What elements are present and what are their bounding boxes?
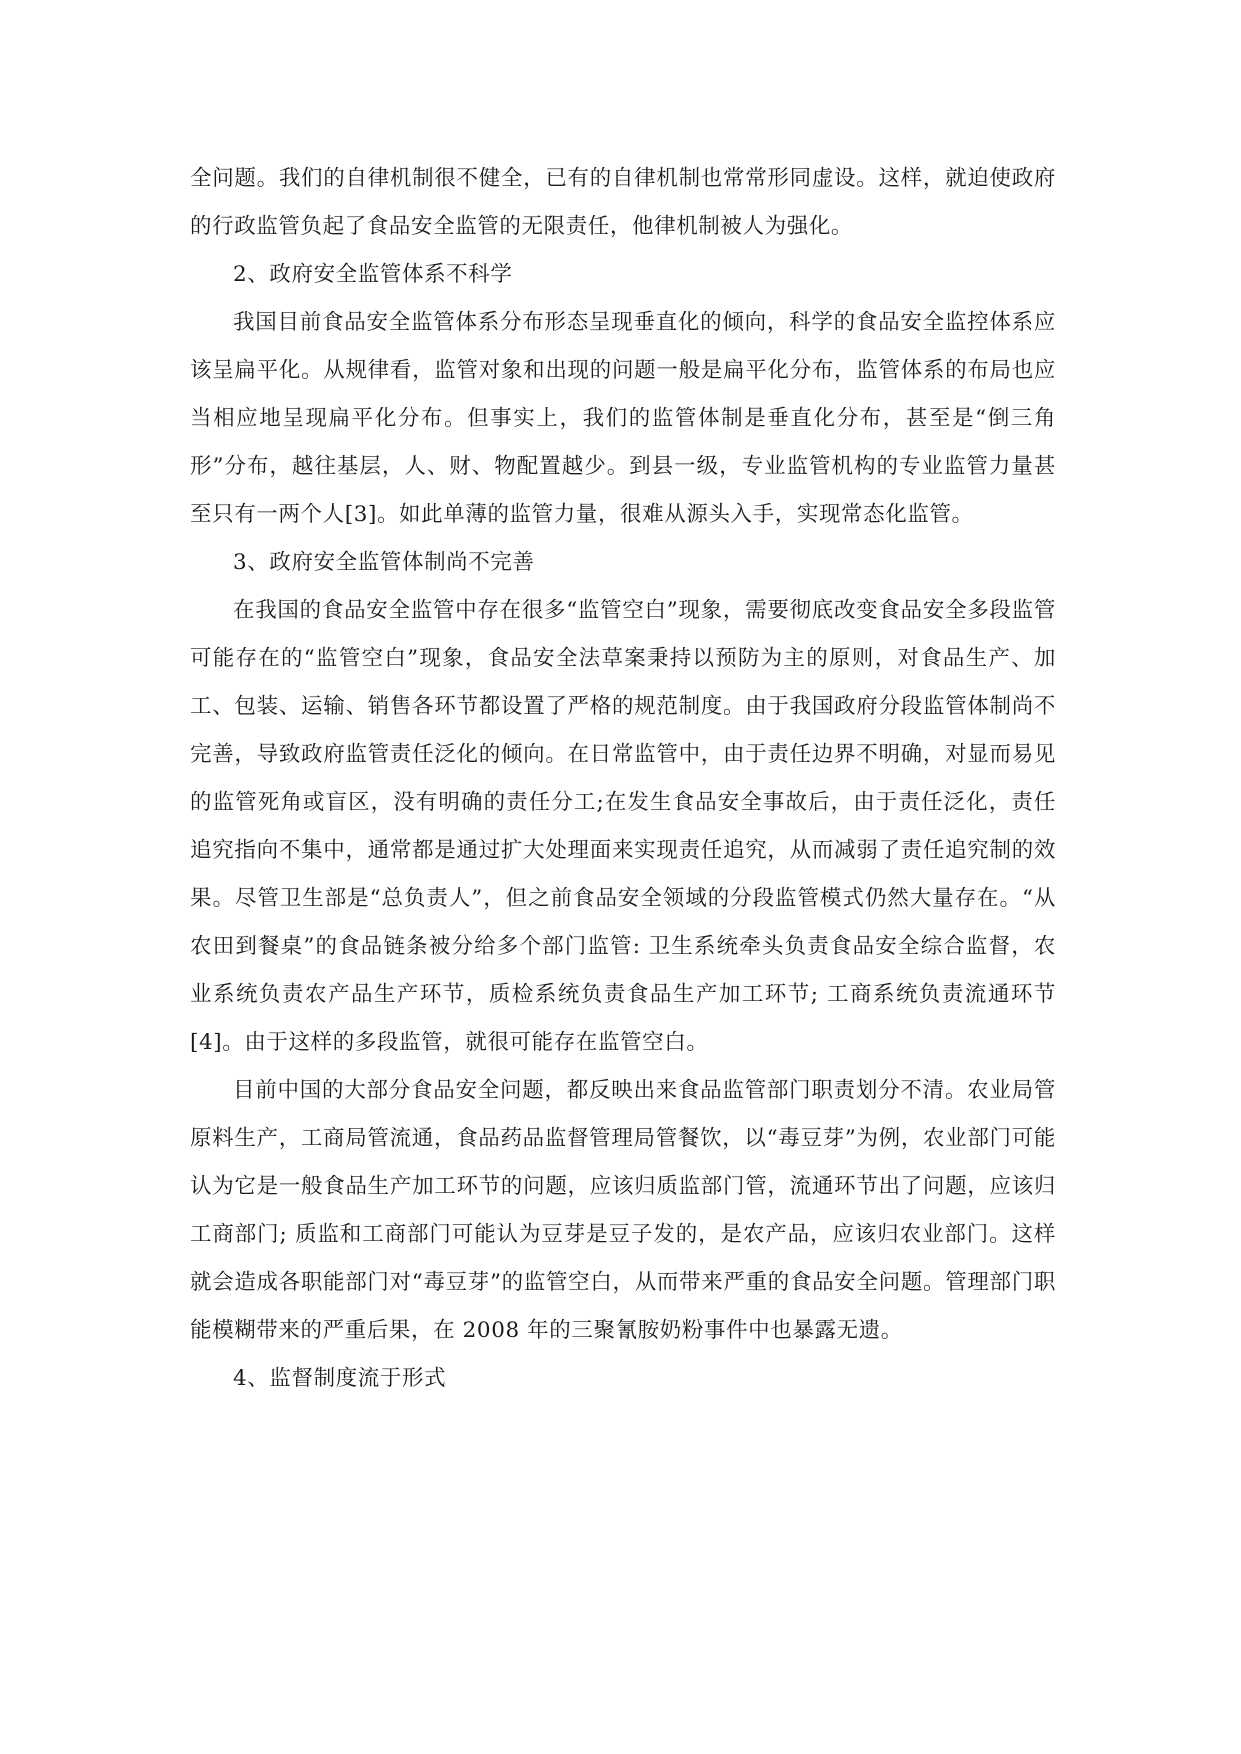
section-heading-2: 2、政府安全监管体系不科学 — [233, 262, 513, 287]
paragraph: 我国目前食品安全监管体系分布形态呈现垂直化的倾向，科学的食品安全监控体系应该呈扁平化。从规律看，监管对象和出现的问题一般是扁平化分布，监管体系的布局也应当相应地呈现扁平化分布。但事实上，我们的监管体制是垂直化分布，甚至是“倒三角形”分布，越往基层，人、财、物配置越少。到县一级，专业监管机构的专业监管力量甚至只有一两个人[3]。如此单薄的监管力量，很难从源头入手，实现常态化监管。 — [190, 310, 1056, 527]
section-heading-4: 4、监督制度流于形式 — [233, 1366, 447, 1391]
paragraph-continued: 全问题。我们的自律机制很不健全，已有的自律机制也常常形同虚设。这样，就迫使政府的行政监管负起了食品安全监管的无限责任，他律机制被人为强化。 — [190, 166, 1056, 239]
section-heading-3: 3、政府安全监管体制尚不完善 — [233, 550, 535, 575]
paragraph: 在我国的食品安全监管中存在很多“监管空白”现象，需要彻底改变食品安全多段监管可能存在的“监管空白”现象，食品安全法草案秉持以预防为主的原则，对食品生产、加工、包装、运输、销售各环节都设置了严格的规范制度。由于我国政府分段监管体制尚不完善，导致政府监管责任泛化的倾向。在日常监管中，由于责任边界不明确，对显而易见的监管死角或盲区，没有明确的责任分工;在发生食品安全事故后，由于责任泛化，责任追究指向不集中，通常都是通过扩大处理面来实现责任追究，从而减弱了责任追究制的效果。尽管卫生部是“总负责人”，但之前食品安全领域的分段监管模式仍然大量存在。“从农田到餐桌”的食品链条被分给多个部门监管: 卫生系统牵头负责食品安全综合监督，农业系统负责农产品生产环节，质检系统负责食品生产加工环节; 工商系统负责流通环节[4]。由于这样的多段监管，就很可能存在监管空白。 — [190, 598, 1056, 1055]
paragraph: 目前中国的大部分食品安全问题，都反映出来食品监管部门职责划分不清。农业局管原料生产，工商局管流通，食品药品监督管理局管餐饮，以“毒豆芽”为例，农业部门可能认为它是一般食品生产加工环节的问题，应该归质监部门管，流通环节出了问题，应该归工商部门; 质监和工商部门可能认为豆芽是豆子发的，是农产品，应该归农业部门。这样就会造成各职能部门对“毒豆芽”的监管空白，从而带来严重的食品安全问题。管理部门职能模糊带来的严重后果，在 2008 年的三聚氰胺奶粉事件中也暴露无遗。 — [190, 1078, 1056, 1343]
document-page — [190, 155, 1056, 1403]
